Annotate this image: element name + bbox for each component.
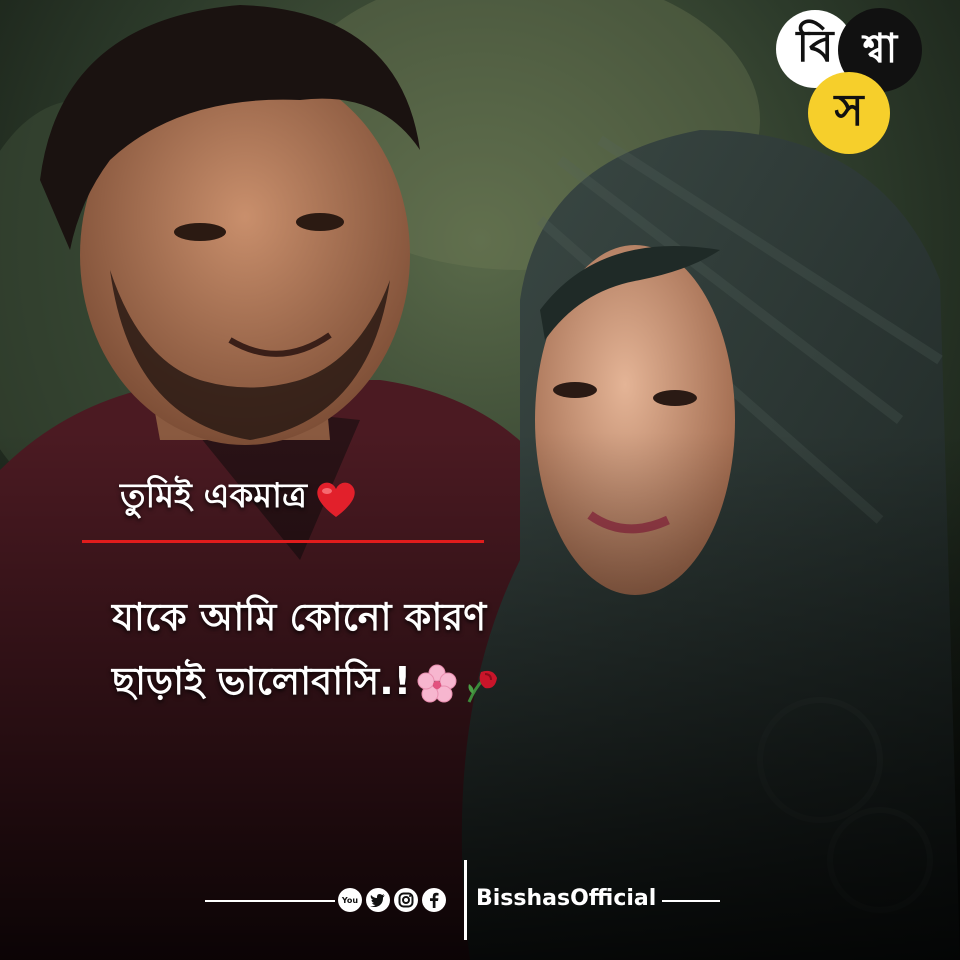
footer-separator [464, 860, 467, 940]
facebook-icon[interactable] [422, 888, 446, 912]
twitter-icon[interactable] [366, 888, 390, 912]
headline-text: তুমিই একমাত্র [120, 476, 308, 516]
twitter-bird-glyph [370, 893, 386, 907]
instagram-icon[interactable] [394, 888, 418, 912]
youtube-icon[interactable] [338, 888, 362, 912]
quote-divider [82, 540, 484, 543]
logo-letter-sa: স [808, 72, 890, 154]
footer-rule-left [205, 900, 335, 902]
youtube-icon-label: You [341, 895, 359, 905]
cherry-blossom-icon [417, 664, 457, 704]
brand-name[interactable]: BisshasOfficial [476, 886, 657, 911]
footer-rule-right [662, 900, 720, 902]
logo-letter-bi: বি [776, 10, 854, 88]
quote-line-1-text: যাকে আমি কোনো কারণ [112, 595, 487, 639]
wilted-rose-icon [463, 664, 503, 704]
quote-line-2-text: ছাড়াই ভালোবাসি.! [112, 659, 412, 703]
quote-line-2 [112, 652, 503, 716]
heart-icon [313, 479, 359, 519]
quote-line-1 [112, 588, 486, 652]
footer-bar [200, 860, 730, 940]
logo-letter-shwa: শ্বা [838, 8, 922, 92]
instagram-camera-glyph [398, 892, 414, 908]
facebook-f-glyph [428, 892, 440, 908]
quote-headline [120, 470, 359, 527]
